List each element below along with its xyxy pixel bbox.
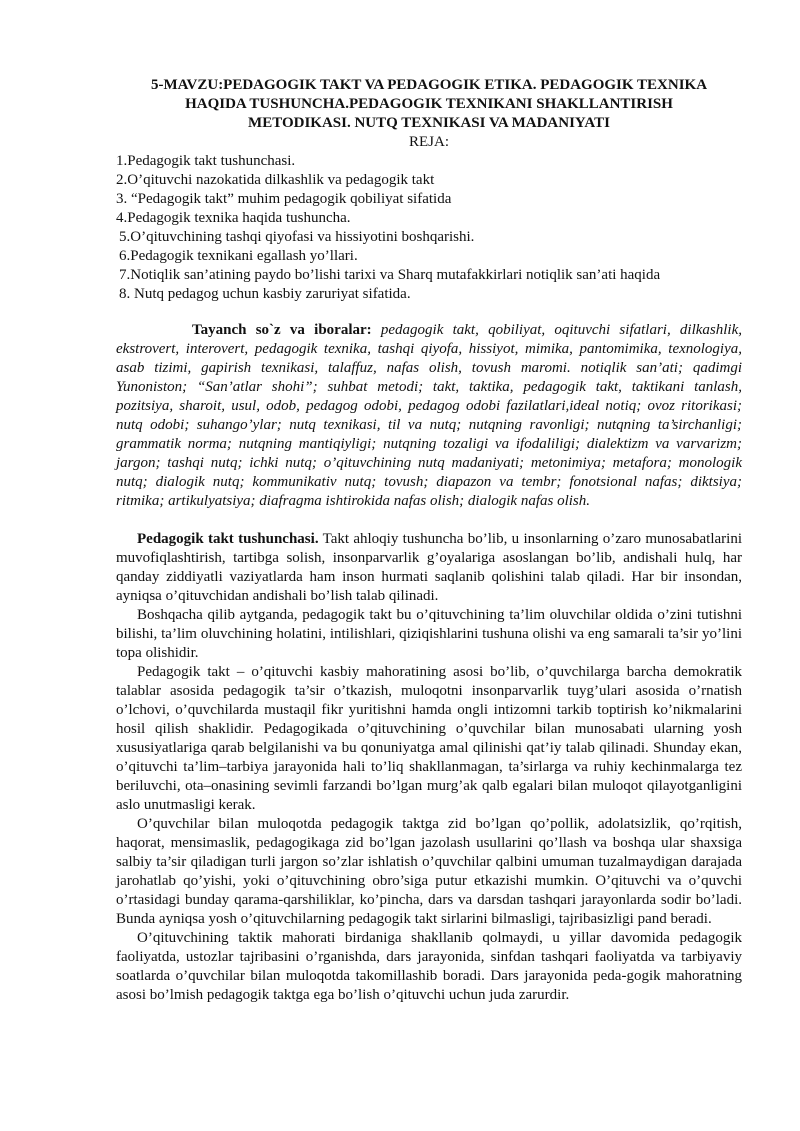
plan-item: 1.Pedagogik takt tushunchasi. xyxy=(116,153,296,169)
keywords-paragraph xyxy=(116,321,742,511)
paragraph-4: O’quvchilar bilan muloqotda pedagogik taktga zid bo’lgan qo’pollik, adolatsizlik, qo’rqitish, haqorat, mensimaslik, pedagogikaga zid bo’lgan jazolash usullarini qo’llash va boshqa ular shaxsiga salbiy ta’sir qiladigan turli jargon so’zlar ishlatish o’quvchilar qalbini umuman tuzalmaydigan darajada jarohatlab qo’yishi, yoki o’qituvchining obro’siga putur etkazishi mumkin. O’qituvchi va o’quvchi o’rtasidagi bunday qarama-qarshiliklar, ko’pincha, dars va darsdan tashqari jarayonlarda sodir bo’ladi. Bunda ayniqsa yosh o’qituvchilarning pedagogik takt sirlarini bilmasligi, tajribasizligi pand beradi. xyxy=(116,816,742,927)
plan-item: 8. Nutq pedagog uchun kasbiy zaruriyat sifatida. xyxy=(119,286,411,302)
plan-item: 7.Notiqlik san’atining paydo bo’lishi tarixi va Sharq mutafakkirlari notiqlik san’ati haqida xyxy=(119,267,661,283)
plan-item: 6.Pedagogik texnikani egallash yo’llari. xyxy=(119,248,358,264)
plan-item: 4.Pedagogik texnika haqida tushuncha. xyxy=(116,210,351,226)
paragraph-2: Boshqacha qilib aytganda, pedagogik takt bu o’qituvchining ta’lim oluvchilar oldida o’zini tutishni bilishi, ta’lim oluvchining holatini, intilishlari, qiziqishlarini tushuna olishi va eng samarali ta’sir yo’lini topa olishidir. xyxy=(116,607,742,661)
title-line-1: 5-MAVZU:PEDAGOGIK TAKT VA PEDAGOGIK ETIKA. PEDAGOGIK TEXNIKA xyxy=(150,77,708,93)
document-title xyxy=(116,76,742,133)
paragraph-5: O’qituvchining taktik mahorati birdaniga shakllanib qolmaydi, u yillar davomida pedagogik faoliyatda, ustozlar tajribasini o’rganishda, dars jarayonida, sinfdan tashqari faoliyatda va tarbiyaviy soatlarda o’quvchilar bilan muloqotda takomillashib boradi. Dars jarayonida peda-gogik mahoratning asosi bo’lmish pedagogik taktga ega bo’lish o’qituvchi uchun juda zarurdir. xyxy=(116,930,742,1003)
plan-item: 5.O’qituvchining tashqi qiyofasi va hissiyotini boshqarishi. xyxy=(119,229,475,245)
paragraph-1 xyxy=(116,530,742,606)
section-heading: Pedagogik takt tushunchasi. xyxy=(137,531,319,547)
plan-item: 2.O’qituvchi nazokatida dilkashlik va pedagogik takt xyxy=(116,172,435,188)
keywords-label: Tayanch so`z va iboralar: xyxy=(192,322,372,338)
plan-heading: REJA: xyxy=(408,134,449,150)
paragraph-3: Pedagogik takt – o’qituvchi kasbiy mahoratining asosi bo’lib, o’quvchilarga barcha demokratik talablar asosida pedagogik ta’sir o’tkazish, muloqotni insonparvarlik tuyg’ulari asosida o’rnatish o’lchovi, o’quvchilarda mustaqil fikr yuritishni hamda ongli intizomni tarkib toptirish ko’nikmalarini hosil qilish shaklidir. Pedagogikada o’qituvchining o’quvchilar bilan munosabati ularning yosh xususiyatlariga qarab belgilanishi va bu qonuniyatga amal qilinishi qat’iy talab qilinadi. Shunday ekan, o’qituvchi ta’lim–tarbiya jarayonida hali to’liq shakllanmagan, ta’sirlarga va ruhiy kechinmalarga tez beriluvchi, ota–onasining sevimli farzandi bo’lgan murg’ak qalb egalari bilan muloqot qilayotganligini aslo unutmasligi kerak. xyxy=(116,664,742,813)
body-text xyxy=(116,530,742,1005)
plan-list xyxy=(116,152,742,304)
plan-item: 3. “Pedagogik takt” muhim pedagogik qobiliyat sifatida xyxy=(116,191,452,207)
keywords-terms: pedagogik takt, qobiliyat, oqituvchi sifatlari, dilkashlik, ekstrovert, interovert, pedagogik texnika, tashqi qiyofa, hissiyot, mimika, pantomimika, texnologiya, asab tizimi, gapirish texnikasi, talaffuz, nafas olish, tovush maromi. notiqlik san’ati; qadimgi Yunoniston; “San’atlar shohi”; suhbat metodi; takt, taktika, pedagogik takt, taktikani tanlash, pozitsiya, sharoit, usul, odob, pedagog odobi, pedagog odobi fazilatlari,ideal notiq; ovoz ritorikasi; nutq odobi; suhango’ylar; nutq texnikasi, til va nutq; nutqning ravonligi; nutqning ta’sirchanligi; grammatik norma; nutqning mantiqiyligi; nutqning tozaligi va ifodaliligi; dialektizm va varvarizm; jargon; tashqi nutq; ichki nutq; o’qituvchining nutq madaniyati; metonimiya; metafora; monologik nutq; dialogik nutq; kommunikativ nutq; tovush; diapazon va tembr; fonotsional nafas; diktsiya; ritmika; artikulyatsiya; diafragma ishtirokida nafas olish; dialogik nafas olish. xyxy=(116,322,743,509)
title-line-3: METODIKASI. NUTQ TEXNIKASI VA MADANIYATI xyxy=(248,115,610,131)
paragraph-1-text: Takt ahloqiy tushuncha bo’lib, u insonlarning o’zaro munosabatlarini muvofiqlashtirish, tartibga solish, insonparvarlik g’oyalariga asoslangan bo’lib, andishali hulq, har qanday ziddiyatli vaziyatlarda ham inson hurmati saqlanib qolishini talab qiladi. Har bir insondan, ayniqsa o’qituvchidan andishali bo’lish talab qilinadi. xyxy=(116,531,742,604)
title-line-2: HAQIDA TUSHUNCHA.PEDAGOGIK TEXNIKANI SHAKLLANTIRISH xyxy=(185,96,673,112)
document-page xyxy=(116,76,742,1005)
